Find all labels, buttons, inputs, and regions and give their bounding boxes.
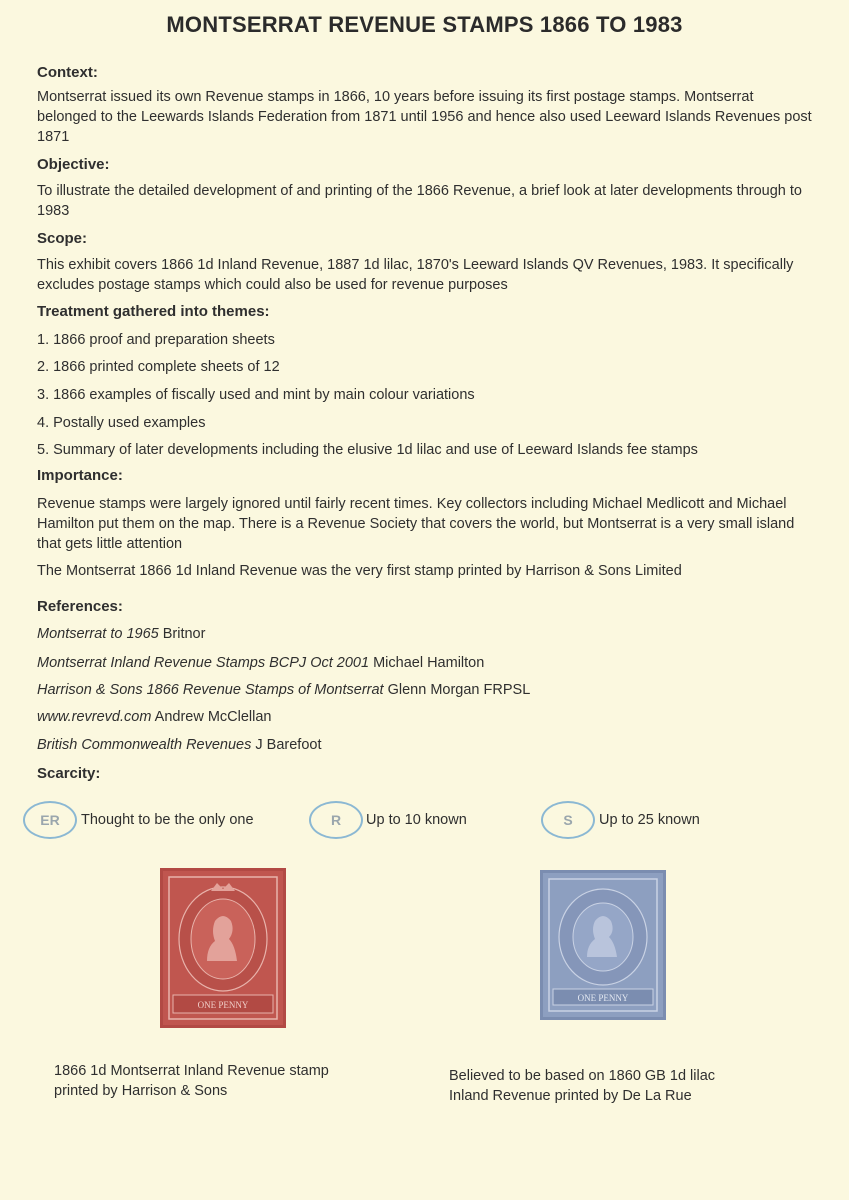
stamp-red-caption-line1: 1866 1d Montserrat Inland Revenue stamp <box>54 1063 329 1079</box>
scope-heading: Scope: <box>37 230 88 247</box>
stamp-blue-caption-line1: Believed to be based on 1860 GB 1d lilac <box>449 1068 716 1084</box>
stamp-1866-red <box>160 868 286 1028</box>
stamp-gb-lilac <box>540 870 666 1020</box>
theme-item: 5. Summary of later developments including the elusive 1d lilac and use of Leeward Islands fee stamps <box>37 442 698 458</box>
context-text: Montserrat issued its own Revenue stamps in 1866, 10 years before issuing its first postage stamps. Montserrat belonged to the Leewards Islands Federation from 1871 until 1956 and hence also used Leeward Islands Revenues post 1871 <box>37 89 812 145</box>
importance-text-2: The Montserrat 1866 1d Inland Revenue was the very first stamp printed by Harrison & Sons Limited <box>37 563 682 579</box>
importance-text: Revenue stamps were largely ignored until fairly recent times. Key collectors including Michael Medlicott and Michael Hamilton put them on the map. There is a Revenue Society that covers the world, but Montserrat is a very small island that gets little attention <box>37 496 795 552</box>
stamp-blue-graphic <box>543 873 663 1017</box>
reference-item: Montserrat Inland Revenue Stamps BCPJ Oct 2001 Michael Hamilton <box>37 655 485 671</box>
reference-item: British Commonwealth Revenues J Barefoot <box>37 737 322 753</box>
stamp-blue-caption <box>449 1066 715 1106</box>
theme-item: 2. 1866 printed complete sheets of 12 <box>37 359 280 375</box>
objective-heading: Objective: <box>37 156 110 173</box>
importance-heading: Importance: <box>37 467 123 484</box>
stamp-red-value: ONE PENNY <box>197 1000 249 1010</box>
scarcity-heading: Scarcity: <box>37 765 101 782</box>
objective-text: To illustrate the detailed development of and printing of the 1866 Revenue, a brief look at later developments through to 1983 <box>37 183 802 219</box>
reference-item: www.revrevd.com Andrew McClellan <box>37 709 272 725</box>
theme-item: 4. Postally used examples <box>37 415 206 431</box>
theme-item: 1. 1866 proof and preparation sheets <box>37 332 275 348</box>
theme-item: 3. 1866 examples of fiscally used and mint by main colour variations <box>37 387 475 403</box>
stamp-red-caption-line2: printed by Harrison & Sons <box>54 1083 228 1099</box>
scarcity-label-s: Up to 25 known <box>599 812 700 828</box>
scope-text: This exhibit covers 1866 1d Inland Revenue, 1887 1d lilac, 1870's Leeward Islands QV Revenues, 1983. It specifically excludes postage stamps which could also be used for revenue purposes <box>37 257 794 293</box>
references-heading: References: <box>37 598 123 615</box>
reference-item: Montserrat to 1965 Britnor <box>37 626 206 642</box>
page-title: MONTSERRAT REVENUE STAMPS 1866 TO 1983 <box>166 12 683 37</box>
context-heading: Context: <box>37 64 98 81</box>
scarcity-badge-er: ER <box>23 801 77 839</box>
scarcity-badge-s: S <box>541 801 595 839</box>
stamp-blue-value: ONE PENNY <box>577 993 629 1003</box>
stamp-red-graphic <box>163 871 283 1025</box>
stamp-blue-caption-line2: Inland Revenue printed by De La Rue <box>449 1088 692 1104</box>
scarcity-label-er: Thought to be the only one <box>81 812 254 828</box>
reference-item: Harrison & Sons 1866 Revenue Stamps of Montserrat Glenn Morgan FRPSL <box>37 682 531 698</box>
stamp-red-caption <box>54 1061 329 1101</box>
scarcity-badge-r: R <box>309 801 363 839</box>
scarcity-label-r: Up to 10 known <box>366 812 467 828</box>
themes-heading: Treatment gathered into themes: <box>37 303 270 320</box>
